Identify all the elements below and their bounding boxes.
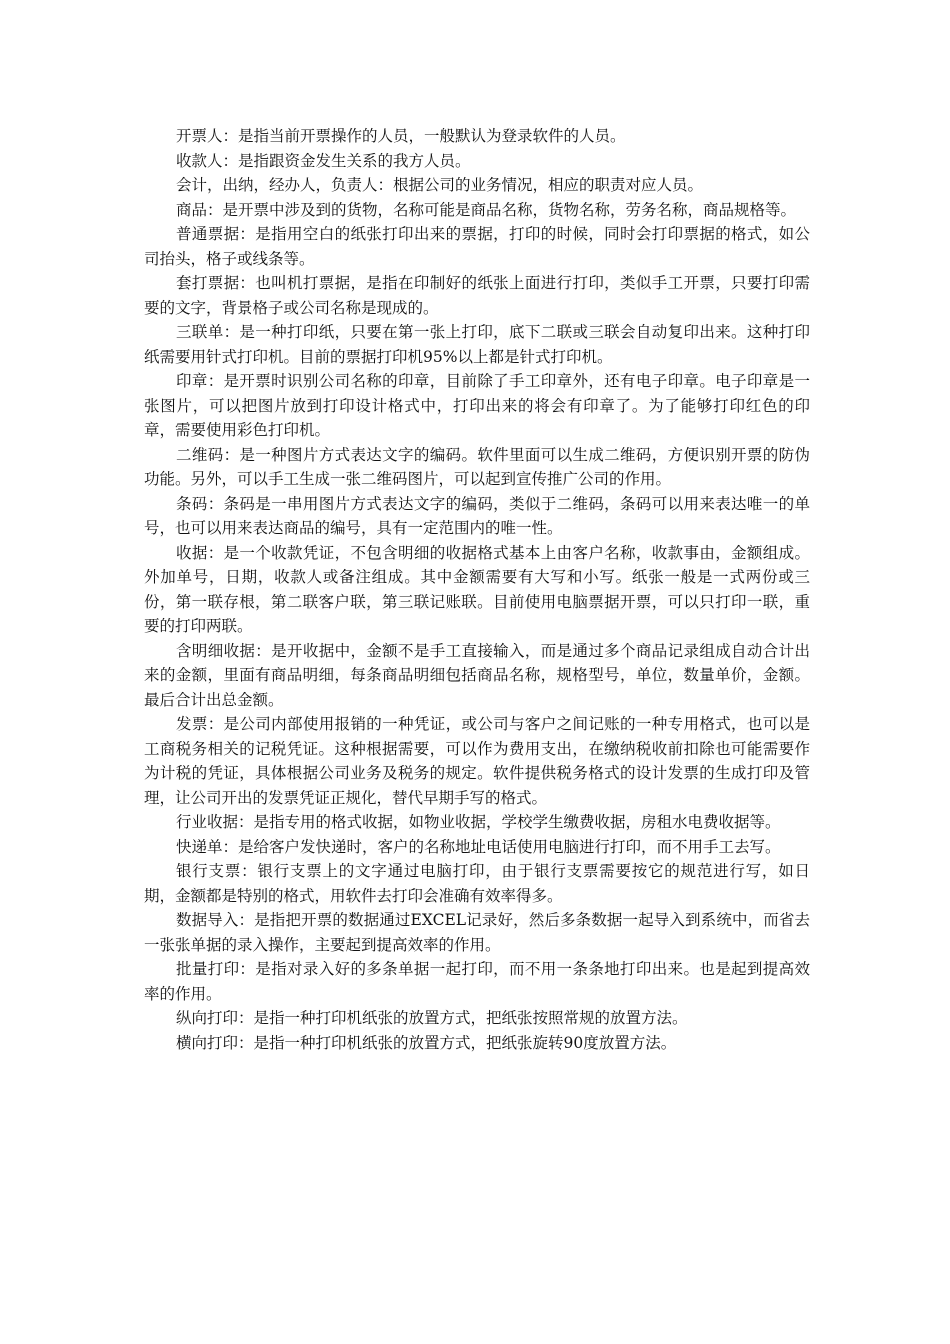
paragraph-itemized-receipt: 含明细收据：是开收据中，金额不是手工直接输入，而是通过多个商品记录组成自动合计出来的金额，里面有商品明细，每条商品明细包括商品名称，规格型号，单位，数量单价，金额。最后合计出总金额。 xyxy=(144,641,810,709)
paragraph-express-waybill: 快递单：是给客户发快递时，客户的名称地址电话使用电脑进行打印，而不用手工去写。 xyxy=(176,837,781,856)
paragraph-goods: 商品：是开票中涉及到的货物，名称可能是商品名称，货物名称，劳务名称，商品规格等。 xyxy=(176,200,797,219)
paragraph-plain-receipt: 普通票据：是指用空白的纸张打印出来的票据，打印的时候，同时会打印票据的格式，如公司抬头，格子或线条等。 xyxy=(144,225,810,268)
document-body xyxy=(144,124,810,1055)
paragraph-staff-roles: 会计，出纳，经办人，负责人：根据公司的业务情况，相应的职责对应人员。 xyxy=(176,176,704,194)
paragraph-portrait-print: 纵向打印：是指一种打印机纸张的放置方式，把纸张按照常规的放置方法。 xyxy=(176,1009,688,1027)
paragraph-barcode: 条码：条码是一串用图片方式表达文字的编码，类似于二维码，条码可以用来表达唯一的单号，也可以用来表达商品的编号，具有一定范围内的唯一性。 xyxy=(144,494,810,537)
paragraph-landscape-print: 横向打印：是指一种打印机纸张的放置方式，把纸张旋转90度放置方法。 xyxy=(176,1033,677,1052)
paragraph-triplicate-form: 三联单：是一种打印纸，只要在第一张上打印，底下二联或三联会自动复印出来。这种打印纸需要用针式打印机。目前的票据打印机95%以上都是针式打印机。 xyxy=(144,323,810,366)
paragraph-qr-code: 二维码：是一种图片方式表达文字的编码。软件里面可以生成二维码，方便识别开票的防伪功能。另外，可以手工生成一张二维码图片，可以起到宣传推广公司的作用。 xyxy=(144,445,810,488)
paragraph-seal: 印章：是开票时识别公司名称的印章，目前除了手工印章外，还有电子印章。电子印章是一张图片，可以把图片放到打印设计格式中，打印出来的将会有印章了。为了能够打印红色的印章，需要使用彩色打印机。 xyxy=(144,372,810,439)
paragraph-batch-print: 批量打印：是指对录入好的多条单据一起打印，而不用一条条地打印出来。也是起到提高效率的作用。 xyxy=(144,960,810,1003)
paragraph-bank-check: 银行支票：银行支票上的文字通过电脑打印，由于银行支票需要按它的规范进行写，如日期，金额都是特别的格式，用软件去打印会准确有效率得多。 xyxy=(144,862,810,905)
paragraph-industry-receipt: 行业收据：是指专用的格式收据，如物业收据，学校学生缴费收据，房租水电费收据等。 xyxy=(176,813,781,831)
paragraph-preprinted-receipt: 套打票据：也叫机打票据，是指在印制好的纸张上面进行打印，类似手工开票，只要打印需要的文字，背景格子或公司名称是现成的。 xyxy=(144,274,810,317)
paragraph-drawer: 开票人：是指当前开票操作的人员，一般默认为登录软件的人员。 xyxy=(176,127,626,145)
paragraph-invoice: 发票：是公司内部使用报销的一种凭证，或公司与客户之间记账的一种专用格式，也可以是工商税务相关的记税凭证。这种根据需要，可以作为费用支出，在缴纳税收前扣除也可能需要作为计税的凭证，具体根据公司业务及税务的规定。软件提供税务格式的设计发票的生成打印及管理，让公司开出的发票凭证正规化，替代早期手写的格式。 xyxy=(144,715,810,807)
paragraph-data-import: 数据导入：是指把开票的数据通过EXCEL记录好，然后多条数据一起导入到系统中，而省去一张张单据的录入操作，主要起到提高效率的作用。 xyxy=(144,911,810,954)
paragraph-receipt: 收据：是一个收款凭证，不包含明细的收据格式基本上由客户名称，收款事由，金额组成。外加单号，日期，收款人或备注组成。其中金额需要有大写和小写。纸张一般是一式两份或三份，第一联存根，第二联客户联，第三联记账联。目前使用电脑票据开票，可以只打印一联，重要的打印两联。 xyxy=(144,543,810,635)
paragraph-payee: 收款人：是指跟资金发生关系的我方人员。 xyxy=(176,151,471,170)
